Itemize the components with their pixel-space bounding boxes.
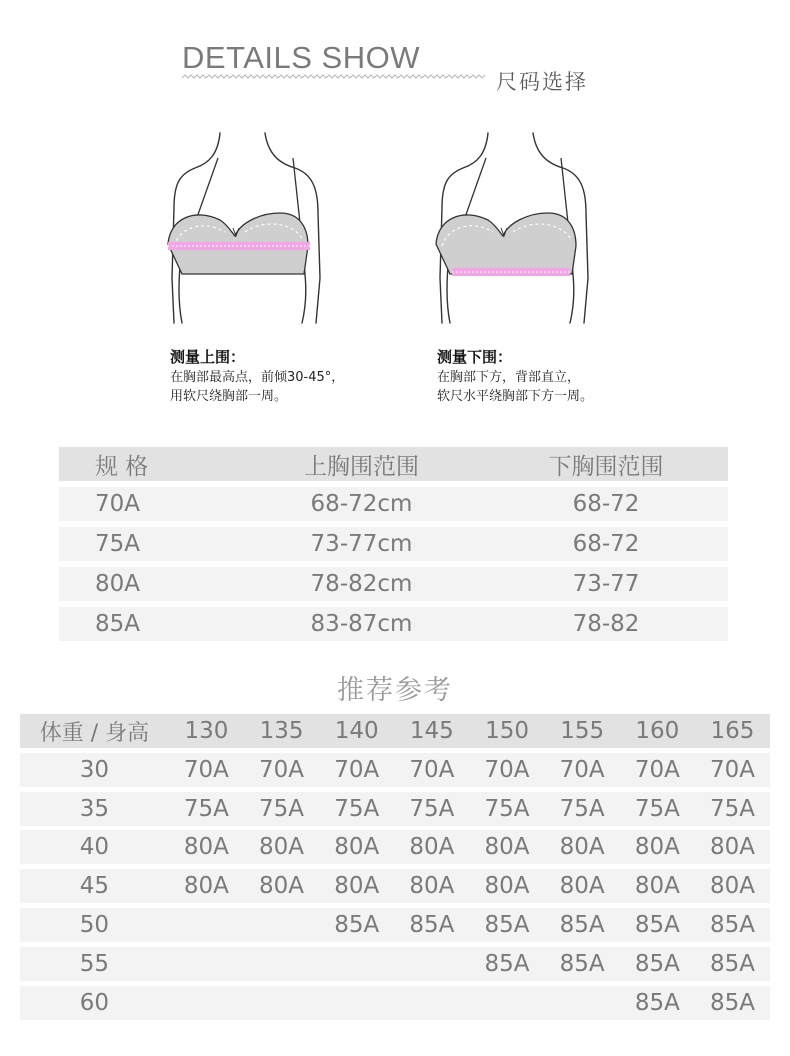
table-cell: 80A xyxy=(709,834,755,861)
table-cell: 80A xyxy=(259,834,305,861)
table-cell: 45 xyxy=(79,873,110,900)
table-row xyxy=(20,986,770,1020)
table-cell: 70A xyxy=(559,756,605,783)
header-cell: 150 xyxy=(485,718,529,744)
table-row xyxy=(59,487,728,521)
table-cell: 75A xyxy=(709,795,755,822)
upper-bust-text-2: 用软尺绕胸部一周。 xyxy=(170,389,288,404)
table-cell: 70A xyxy=(484,756,530,783)
table-cell: 70A xyxy=(709,756,755,783)
table-row xyxy=(20,908,770,942)
table-cell: 85A xyxy=(559,911,605,938)
table-cell: 75A xyxy=(484,795,530,822)
table-cell: 75A xyxy=(95,531,141,557)
under-bust-text-2: 软尺水平绕胸部下方一周。 xyxy=(437,389,594,404)
under-bust-figure xyxy=(428,128,608,328)
table-row xyxy=(20,792,770,826)
table-cell: 75A xyxy=(634,795,680,822)
table-cell: 75A xyxy=(334,795,380,822)
table-cell: 85A xyxy=(484,950,530,977)
table-cell: 70A xyxy=(334,756,380,783)
table-cell: 80A xyxy=(484,834,530,861)
size-table xyxy=(59,447,728,647)
table-cell: 78-82 xyxy=(572,611,640,637)
table-row xyxy=(20,869,770,903)
table-cell: 80A xyxy=(183,834,229,861)
table-cell: 60 xyxy=(79,989,110,1016)
upper-bust-heading: 测量上围： xyxy=(170,348,246,366)
under-bust-heading: 测量下围： xyxy=(437,348,513,366)
table-row xyxy=(20,830,770,864)
table-cell: 68-72cm xyxy=(310,491,413,517)
upper-bust-text-1: 在胸部最高点，前倾30-45°， xyxy=(170,370,345,385)
table-cell: 35 xyxy=(79,795,110,822)
table-cell: 80A xyxy=(259,873,305,900)
table-cell: 68-72 xyxy=(572,491,640,517)
table-row xyxy=(59,567,728,601)
table-row xyxy=(59,527,728,561)
table-row xyxy=(20,947,770,981)
table-cell: 75A xyxy=(183,795,229,822)
header-cell: 140 xyxy=(334,718,379,744)
zigzag-divider xyxy=(182,74,487,82)
table-cell: 85A xyxy=(709,911,755,938)
table-cell: 40 xyxy=(79,834,110,861)
table-cell: 80A xyxy=(409,834,455,861)
table-cell: 85A xyxy=(634,911,680,938)
table-cell: 75A xyxy=(259,795,305,822)
page-title-zh: 尺码选择 xyxy=(496,70,588,94)
table-cell: 83-87cm xyxy=(310,611,413,637)
table-cell: 68-72 xyxy=(572,531,640,557)
header-cell: 130 xyxy=(184,718,229,744)
table-cell: 85A xyxy=(559,950,605,977)
header-cell: 165 xyxy=(710,718,755,744)
table-cell: 80A xyxy=(183,873,229,900)
table-cell: 50 xyxy=(79,911,110,938)
table-cell: 80A xyxy=(559,834,605,861)
table-cell: 73-77cm xyxy=(310,531,413,557)
recommend-header xyxy=(20,714,770,748)
table-row xyxy=(20,753,770,787)
table-cell: 85A xyxy=(709,989,755,1016)
table-cell: 73-77 xyxy=(572,571,640,597)
table-cell: 80A xyxy=(634,834,680,861)
upper-bust-caption xyxy=(170,346,344,406)
header-cell: 160 xyxy=(635,718,680,744)
table-cell: 85A xyxy=(634,989,680,1016)
table-row xyxy=(59,607,728,641)
table-cell: 70A xyxy=(634,756,680,783)
table-cell: 85A xyxy=(709,950,755,977)
table-cell: 85A xyxy=(95,611,141,637)
page-title-en: DETAILS SHOW xyxy=(182,40,420,75)
size-table-header xyxy=(59,447,728,481)
header-cell: 体重 / 身高 xyxy=(39,720,150,746)
table-cell: 80A xyxy=(709,873,755,900)
header-cell: 135 xyxy=(259,718,304,744)
table-cell: 80A xyxy=(484,873,530,900)
header-cell: 下胸围范围 xyxy=(548,453,664,480)
table-cell: 85A xyxy=(484,911,530,938)
table-cell: 30 xyxy=(79,756,110,783)
table-cell: 80A xyxy=(95,571,141,597)
header-cell: 155 xyxy=(560,718,605,744)
table-cell: 85A xyxy=(409,911,455,938)
table-cell: 75A xyxy=(559,795,605,822)
table-cell: 80A xyxy=(334,873,380,900)
table-cell: 70A xyxy=(409,756,455,783)
recommend-title: 推荐参考 xyxy=(337,675,453,706)
header-cell: 145 xyxy=(409,718,454,744)
table-cell: 70A xyxy=(183,756,229,783)
table-cell: 55 xyxy=(79,950,110,977)
upper-bust-figure xyxy=(160,128,340,328)
table-cell: 78-82cm xyxy=(310,571,413,597)
under-bust-caption xyxy=(437,346,593,406)
table-cell: 85A xyxy=(334,911,380,938)
table-cell: 80A xyxy=(559,873,605,900)
header-cell: 规 格 xyxy=(95,453,149,480)
table-cell: 80A xyxy=(409,873,455,900)
table-cell: 75A xyxy=(409,795,455,822)
recommend-table xyxy=(20,714,770,1024)
header-cell: 上胸围范围 xyxy=(304,453,419,480)
table-cell: 80A xyxy=(634,873,680,900)
under-bust-text-1: 在胸部下方，背部直立， xyxy=(437,370,581,385)
table-cell: 70A xyxy=(95,491,141,517)
table-cell: 70A xyxy=(259,756,305,783)
table-cell: 80A xyxy=(334,834,380,861)
table-cell: 85A xyxy=(634,950,680,977)
